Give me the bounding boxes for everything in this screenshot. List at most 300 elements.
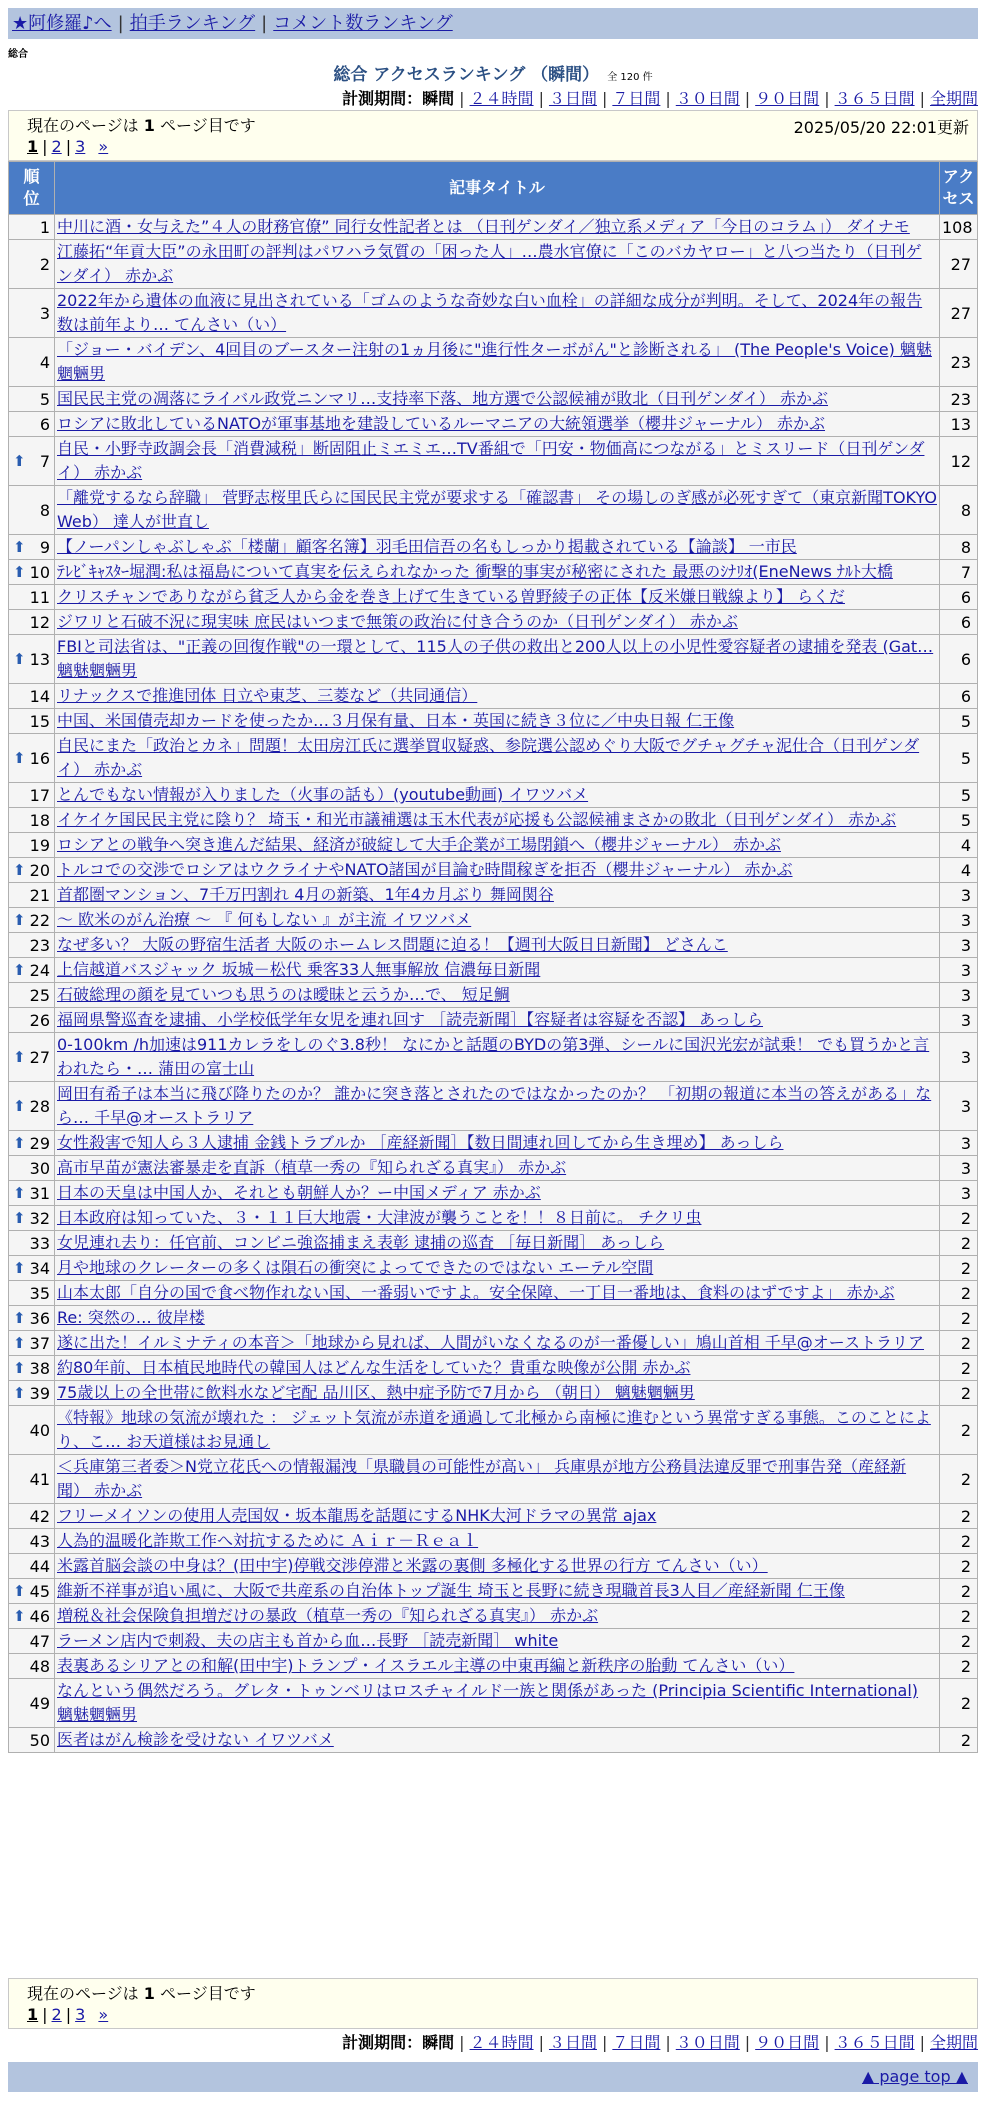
title-cell bbox=[55, 983, 940, 1008]
rank-cell bbox=[9, 1281, 55, 1306]
table-row bbox=[9, 958, 978, 983]
period-label: 計測期間： bbox=[342, 2033, 423, 2052]
title-cell bbox=[55, 1455, 940, 1504]
access-count: 3 bbox=[940, 958, 978, 983]
rank-number: 42 bbox=[29, 1506, 50, 1526]
rank-cell bbox=[9, 783, 55, 808]
rank-cell bbox=[9, 1306, 55, 1331]
article-link[interactable]: 米露首脳会談の中身は？(田中宇)停戦交渉停滞と米露の裏側 多極化する世界の行方 てんさい（い） bbox=[57, 1556, 768, 1575]
article-link[interactable]: 江藤拓“年貢大臣”の永田町の評判はパワハラ気質の「困った人」…農水官僚に「このバカヤロー」と八つ当たり（日刊ゲンダイ） 赤かぶ bbox=[57, 242, 922, 285]
period-separator: | bbox=[538, 2033, 544, 2052]
up-arrow-icon: ⬆ bbox=[13, 1334, 26, 1352]
article-link[interactable]: 福岡県警巡査を逮捕、小学校低学年女児を連れ回す ［読売新聞］【容疑者は容疑を否認】 あっしら bbox=[57, 1010, 764, 1029]
period-link[interactable]: ３日間 bbox=[548, 2033, 597, 2052]
table-row bbox=[9, 535, 978, 560]
title-cell bbox=[55, 1504, 940, 1529]
article-link[interactable]: ＜兵庫第三者委＞N党立花氏への情報漏洩「県職員の可能性が高い」 兵庫県が地方公務員法違反罪で刑事告発（産経新聞） 赤かぶ bbox=[57, 1457, 907, 1500]
rank-number: 7 bbox=[39, 451, 50, 471]
table-row bbox=[9, 1504, 978, 1529]
access-count: 4 bbox=[940, 833, 978, 858]
page-separator: | bbox=[42, 2005, 48, 2024]
nav-home-link[interactable]: ★阿修羅♪へ bbox=[12, 13, 112, 34]
period-selector-top bbox=[342, 86, 978, 109]
period-link[interactable]: ３６５日間 bbox=[834, 2033, 915, 2052]
count-column-header bbox=[940, 162, 978, 215]
access-count: 27 bbox=[940, 289, 978, 338]
up-arrow-icon: ⬆ bbox=[13, 861, 26, 879]
article-link[interactable]: 医者はがん検診を受けない イワツバメ bbox=[57, 1730, 334, 1749]
rank-cell bbox=[9, 709, 55, 734]
table-row bbox=[9, 833, 978, 858]
rank-number: 30 bbox=[29, 1158, 50, 1178]
table-row bbox=[9, 734, 978, 783]
rank-cell bbox=[9, 1604, 55, 1629]
title-cell bbox=[55, 734, 940, 783]
up-arrow-icon: ⬆ bbox=[13, 1134, 26, 1152]
article-link[interactable]: 女児連れ去り：任官前、コンビニ強盗捕まえ表彰 逮捕の巡査 ［毎日新聞］ あっしら bbox=[57, 1233, 665, 1252]
table-row bbox=[9, 289, 978, 338]
table-row bbox=[9, 240, 978, 289]
article-link[interactable]: リナックスで推進団体 日立や東芝、三菱など（共同通信） bbox=[57, 686, 478, 705]
up-arrow-icon: ⬆ bbox=[13, 1359, 26, 1377]
access-count: 3 bbox=[940, 883, 978, 908]
rank-number: 10 bbox=[29, 562, 50, 582]
article-link[interactable]: 高市早苗が憲法審暴走を直訴（植草一秀の『知られざる真実』） 赤かぶ bbox=[57, 1158, 567, 1177]
access-count: 8 bbox=[940, 486, 978, 535]
table-row bbox=[9, 1256, 978, 1281]
rank-number: 37 bbox=[29, 1333, 50, 1353]
rank-cell bbox=[9, 1381, 55, 1406]
title-cell bbox=[55, 1181, 940, 1206]
access-count: 2 bbox=[940, 1281, 978, 1306]
rank-cell bbox=[9, 983, 55, 1008]
page-top-link[interactable]: ▲ page top ▲ bbox=[861, 2067, 968, 2086]
period-separator: | bbox=[601, 2033, 608, 2052]
rank-cell bbox=[9, 1008, 55, 1033]
ranking-title: 総合 アクセスランキング （瞬間） bbox=[333, 65, 600, 85]
title-cell bbox=[55, 933, 940, 958]
rank-number: 8 bbox=[39, 500, 50, 520]
article-link[interactable]: 自民・小野寺政調会長「消費減税」断固阻止ミエミエ…TV番組で「円安・物価高につながる」とミスリード（日刊ゲンダイ） 赤かぶ bbox=[57, 439, 925, 482]
period-link[interactable]: ３０日間 bbox=[675, 89, 740, 108]
table-row bbox=[9, 684, 978, 709]
access-count: 2 bbox=[940, 1579, 978, 1604]
rank-number: 19 bbox=[29, 835, 50, 855]
article-link[interactable]: ロシアに敗北しているNATOが軍事基地を建設しているルーマニアの大統領選挙（櫻井ジャーナル） 赤かぶ bbox=[57, 414, 826, 433]
rank-cell bbox=[9, 908, 55, 933]
table-row bbox=[9, 387, 978, 412]
table-row bbox=[9, 1604, 978, 1629]
up-arrow-icon: ⬆ bbox=[13, 452, 26, 470]
page-link[interactable]: 2 bbox=[51, 2005, 62, 2024]
page-link[interactable]: 2 bbox=[51, 137, 62, 156]
rank-number: 20 bbox=[29, 860, 50, 880]
article-link[interactable]: なぜ多い？ 大阪の野宿生活者 大阪のホームレス問題に迫る！【週刊大阪日日新聞】 どさんこ bbox=[57, 935, 728, 954]
rank-number: 49 bbox=[29, 1693, 50, 1713]
top-nav-bar bbox=[8, 8, 978, 39]
title-cell bbox=[55, 833, 940, 858]
rank-cell bbox=[9, 437, 55, 486]
rank-number: 36 bbox=[29, 1308, 50, 1328]
table-row bbox=[9, 1206, 978, 1231]
article-link[interactable]: とんでもない情報が入りました（火事の話も）(youtube動画) イワツバメ bbox=[57, 785, 589, 804]
rank-number: 35 bbox=[29, 1283, 50, 1303]
title-cell bbox=[55, 215, 940, 240]
access-count: 3 bbox=[940, 908, 978, 933]
title-cell bbox=[55, 858, 940, 883]
article-link[interactable]: Re: 突然の… 彼岸楼 bbox=[57, 1308, 205, 1327]
table-row bbox=[9, 908, 978, 933]
period-current: 瞬間 bbox=[422, 89, 455, 108]
article-link[interactable]: 中国、米国債売却カードを使ったか…３月保有量、日本・英国に続き３位に／中央日報 仁王像 bbox=[57, 711, 735, 730]
access-count: 6 bbox=[940, 635, 978, 684]
access-count: 6 bbox=[940, 684, 978, 709]
article-link[interactable]: 人為的温暖化詐欺工作へ対抗するために Ａｉｒ－Ｒｅａｌ bbox=[57, 1531, 479, 1550]
rank-cell bbox=[9, 1131, 55, 1156]
page-separator: | bbox=[42, 137, 48, 156]
title-cell bbox=[55, 1529, 940, 1554]
access-count: 2 bbox=[940, 1406, 978, 1455]
period-link[interactable]: ９０日間 bbox=[755, 89, 820, 108]
table-row bbox=[9, 1455, 978, 1504]
article-link[interactable]: 女性殺害で知人ら３人逮捕 金銭トラブルか ［産経新聞］【数日間連れ回してから生き埋め】 あっしら bbox=[57, 1133, 784, 1152]
rank-cell bbox=[9, 1082, 55, 1131]
period-separator: | bbox=[824, 89, 830, 108]
article-link[interactable]: イケイケ国民民主党に陰り？ 埼玉・和光市議補選は玉木代表が応援も公認候補まさかの敗北（日刊ゲンダイ） 赤かぶ bbox=[57, 810, 897, 829]
rank-cell bbox=[9, 1356, 55, 1381]
article-link[interactable]: なんという偶然だろう。グレタ・トゥンベリはロスチャイルド一族と関係があった (Principia Scientific International) 魑魅魍魎男 bbox=[57, 1681, 919, 1724]
pagination-top bbox=[8, 110, 978, 161]
title-cell bbox=[55, 486, 940, 535]
period-link[interactable]: ２４時間 bbox=[469, 2033, 534, 2052]
rank-cell bbox=[9, 808, 55, 833]
article-link[interactable]: ～ 欧米のがん治療 ～ 『 何もしない 』が主流 イワツバメ bbox=[57, 910, 472, 929]
title-cell bbox=[55, 535, 940, 560]
title-cell bbox=[55, 1256, 940, 1281]
access-count: 23 bbox=[940, 387, 978, 412]
table-header-row bbox=[9, 162, 978, 215]
rank-number: 21 bbox=[29, 885, 50, 905]
period-link[interactable]: ３日間 bbox=[548, 89, 597, 108]
table-row bbox=[9, 1008, 978, 1033]
title-cell bbox=[55, 1206, 940, 1231]
rank-cell bbox=[9, 833, 55, 858]
article-link[interactable]: フリーメイソンの使用人売国奴・坂本龍馬を話題にするNHK大河ドラマの異常 ajax bbox=[57, 1506, 657, 1525]
article-link[interactable]: 75歳以上の全世帯に飲料水など宅配 品川区、熱中症予防で7月から （朝日） 魑魅魍魎男 bbox=[57, 1383, 695, 1402]
title-cell bbox=[55, 412, 940, 437]
access-count: 2 bbox=[940, 1679, 978, 1728]
access-count: 2 bbox=[940, 1256, 978, 1281]
rank-number: 1 bbox=[39, 217, 50, 237]
rank-number: 47 bbox=[29, 1631, 50, 1651]
title-cell bbox=[55, 387, 940, 412]
title-cell bbox=[55, 883, 940, 908]
table-row bbox=[9, 1181, 978, 1206]
title-cell bbox=[55, 1579, 940, 1604]
rank-number: 39 bbox=[29, 1383, 50, 1403]
table-row bbox=[9, 1356, 978, 1381]
rank-number: 2 bbox=[39, 254, 50, 274]
rank-number: 40 bbox=[29, 1420, 50, 1440]
up-arrow-icon: ⬆ bbox=[13, 1209, 26, 1227]
access-count: 2 bbox=[940, 1728, 978, 1753]
article-link[interactable]: 0-100km /h加速は911カレラをしのぐ3.8秒！ なにかと話題のBYDの第3弾、シールに国沢光宏が試乗！ でも買うかと言われたら・… 蒲田の富士山 bbox=[57, 1035, 930, 1078]
title-cell bbox=[55, 1728, 940, 1753]
title-cell bbox=[55, 610, 940, 635]
access-count: 2 bbox=[940, 1206, 978, 1231]
table-row bbox=[9, 560, 978, 585]
up-arrow-icon: ⬆ bbox=[13, 961, 26, 979]
article-link[interactable]: 日本の天皇は中国人か、それとも朝鮮人か？ー中国メディア 赤かぶ bbox=[57, 1183, 541, 1202]
nav-applause-ranking-link[interactable]: 拍手ランキング bbox=[129, 13, 256, 34]
access-count: 3 bbox=[940, 1033, 978, 1082]
article-link[interactable]: 首都圏マンション、7千万円割れ 4月の新築、1年4カ月ぶり 舞岡関谷 bbox=[57, 885, 554, 904]
title-cell bbox=[55, 289, 940, 338]
nav-separator: | bbox=[117, 13, 124, 34]
pagination-bottom bbox=[8, 1978, 978, 2029]
page-status-number: 1 bbox=[143, 116, 155, 135]
article-link[interactable]: 維新不祥事が追い風に、大阪で共産系の自治体トップ誕生 埼玉と長野に続き現職首長3人目／産経新聞 仁王像 bbox=[57, 1581, 845, 1600]
page-status-prefix: 現在のページは bbox=[27, 116, 144, 135]
page-spacer bbox=[89, 137, 94, 156]
period-link[interactable]: 全期間 bbox=[929, 89, 978, 108]
rank-number: 24 bbox=[29, 960, 50, 980]
access-count: 2 bbox=[940, 1654, 978, 1679]
page-status-suffix: ページ目です bbox=[154, 116, 256, 135]
rank-cell bbox=[9, 412, 55, 437]
article-link[interactable]: 約80年前、日本植民地時代の韓国人はどんな生活をしていた？貴重な映像が公開 赤かぶ bbox=[57, 1358, 691, 1377]
period-link[interactable]: ３６５日間 bbox=[834, 89, 915, 108]
category-label: 総合 bbox=[8, 49, 28, 60]
table-row bbox=[9, 983, 978, 1008]
title-cell bbox=[55, 1381, 940, 1406]
rank-number: 5 bbox=[39, 389, 50, 409]
up-arrow-icon: ⬆ bbox=[13, 749, 26, 767]
up-arrow-icon: ⬆ bbox=[13, 1607, 26, 1625]
article-link[interactable]: 月や地球のクレーターの多くは隕石の衝突によってできたのではない エーテル空間 bbox=[57, 1258, 654, 1277]
period-separator: | bbox=[919, 2033, 925, 2052]
up-arrow-icon: ⬆ bbox=[13, 911, 26, 929]
table-row bbox=[9, 437, 978, 486]
period-link[interactable]: ７日間 bbox=[612, 89, 661, 108]
table-row bbox=[9, 709, 978, 734]
nav-comment-ranking-link[interactable]: コメント数ランキング bbox=[273, 13, 453, 34]
article-link[interactable]: 「ジョー・バイデン、4回目のブースター注射の1ヵ月後に"進行性ターボがん"と診断される」 (The People's Voice) 魑魅魍魎男 bbox=[57, 340, 932, 383]
access-count: 2 bbox=[940, 1455, 978, 1504]
article-link[interactable]: 遂に出た！イルミナティの本音＞「地球から見れば、人間がいなくなるのが一番優しい」鳩山首相 千早@オーストラリア bbox=[57, 1333, 925, 1352]
page-links bbox=[27, 137, 108, 156]
rank-cell bbox=[9, 1554, 55, 1579]
access-count: 2 bbox=[940, 1331, 978, 1356]
rank-number: 26 bbox=[29, 1010, 50, 1030]
table-row bbox=[9, 933, 978, 958]
title-cell bbox=[55, 1604, 940, 1629]
up-arrow-icon: ⬆ bbox=[13, 1097, 26, 1115]
page-current: 1 bbox=[27, 2005, 39, 2024]
article-link[interactable]: 2022年から遺体の血液に見出されている「ゴムのような奇妙な白い血栓」の詳細な成分が判明。そして、2024年の報告数は前年より… てんさい（い） bbox=[57, 291, 923, 334]
article-link[interactable]: FBIと司法省は、"正義の回復作戦"の一環として、115人の子供の救出と200人以上の小児性愛容疑者の逮捕を発表 (Gat… 魑魅魍魎男 bbox=[57, 637, 934, 680]
table-row bbox=[9, 1579, 978, 1604]
access-count: 12 bbox=[940, 437, 978, 486]
access-count: 4 bbox=[940, 858, 978, 883]
table-row bbox=[9, 858, 978, 883]
article-link[interactable]: 表裏あるシリアとの和解(田中宇)トランプ・イスラエル主導の中東再編と新秩序の胎動 てんさい（い） bbox=[57, 1656, 795, 1675]
ranking-table bbox=[8, 161, 978, 1753]
title-cell bbox=[55, 808, 940, 833]
title-cell bbox=[55, 1554, 940, 1579]
page-link[interactable]: 3 bbox=[75, 2005, 86, 2024]
period-link[interactable]: ３０日間 bbox=[675, 2033, 740, 2052]
rank-number: 9 bbox=[39, 537, 50, 557]
table-row bbox=[9, 1728, 978, 1753]
article-link[interactable]: 山本太郎「自分の国で食べ物作れない国、一番弱いですよ。安全保障、一丁目一番地は、食料のはずですよ」 赤かぶ bbox=[57, 1283, 895, 1302]
period-link[interactable]: ９０日間 bbox=[755, 2033, 820, 2052]
up-arrow-icon: ⬆ bbox=[13, 1048, 26, 1066]
rank-number: 14 bbox=[29, 686, 50, 706]
title-cell bbox=[55, 1156, 940, 1181]
access-count: 2 bbox=[940, 1629, 978, 1654]
table-row bbox=[9, 783, 978, 808]
article-link[interactable]: 自民にまた「政治とカネ」問題！太田房江氏に選挙買収疑惑、参院選公認めぐり大阪でグチャグチャ泥仕合（日刊ゲンダイ） 赤かぶ bbox=[57, 736, 920, 779]
title-cell bbox=[55, 240, 940, 289]
access-count: 2 bbox=[940, 1231, 978, 1256]
period-current: 瞬間 bbox=[422, 2033, 455, 2052]
rank-cell bbox=[9, 958, 55, 983]
article-link[interactable]: 「離党するなら辞職」 菅野志桜里氏らに国民民主党が要求する「確認書」 その場しのぎ感が必死すぎて（東京新聞TOKYO Web） 達人が世直し bbox=[57, 488, 937, 531]
rank-cell bbox=[9, 1654, 55, 1679]
access-count: 2 bbox=[940, 1604, 978, 1629]
page-link[interactable]: 3 bbox=[75, 137, 86, 156]
title-cell bbox=[55, 635, 940, 684]
up-arrow-icon: ⬆ bbox=[13, 650, 26, 668]
title-cell bbox=[55, 437, 940, 486]
access-count: 108 bbox=[940, 215, 978, 240]
access-count: 2 bbox=[940, 1554, 978, 1579]
rank-cell bbox=[9, 215, 55, 240]
period-link[interactable]: ７日間 bbox=[612, 2033, 661, 2052]
rank-cell bbox=[9, 1256, 55, 1281]
table-row bbox=[9, 338, 978, 387]
title-cell bbox=[55, 1331, 940, 1356]
article-link[interactable]: 増税＆社会保険負担増だけの暴政（植草一秀の『知られざる真実』） 赤かぶ bbox=[57, 1606, 599, 1625]
title-cell bbox=[55, 709, 940, 734]
table-row bbox=[9, 412, 978, 437]
table-row bbox=[9, 1082, 978, 1131]
article-link[interactable]: ラーメン店内で刺殺、夫の店主も首から血…長野 ［読売新聞］ white bbox=[57, 1631, 559, 1650]
updated-timestamp: 2025/05/20 22:01更新 bbox=[793, 118, 969, 137]
article-link[interactable]: トルコでの交渉でロシアはウクライナやNATO諸国が目論む時間稼ぎを拒否（櫻井ジャーナル） 赤かぶ bbox=[57, 860, 793, 879]
period-link[interactable]: ２４時間 bbox=[469, 89, 534, 108]
title-cell bbox=[55, 1356, 940, 1381]
period-separator: | bbox=[459, 89, 465, 108]
rank-number: 44 bbox=[29, 1556, 50, 1576]
access-count: 3 bbox=[940, 983, 978, 1008]
title-cell bbox=[55, 684, 940, 709]
access-count: 7 bbox=[940, 560, 978, 585]
period-link[interactable]: 全期間 bbox=[929, 2033, 978, 2052]
table-row bbox=[9, 1281, 978, 1306]
article-link[interactable]: ロシアとの戦争へ突き進んだ結果、経済が破綻して大手企業が工場閉鎖へ（櫻井ジャーナル） 赤かぶ bbox=[57, 835, 781, 854]
rank-cell bbox=[9, 585, 55, 610]
article-link[interactable]: 石破総理の顔を見ていつも思うのは曖昧と云うか…で、 短足鯛 bbox=[57, 985, 510, 1004]
article-link[interactable]: 中川に酒・女与えた”４人の財務官僚” 同行女性記者とは （日刊ゲンダイ／独立系メディア「今日のコラム」） ダイナモ bbox=[57, 217, 910, 236]
period-separator: | bbox=[744, 89, 751, 108]
period-separator: | bbox=[459, 2033, 465, 2052]
article-link[interactable]: 岡田有希子は本当に飛び降りたのか？ 誰かに突き落とされたのではなかったのか？ 「初期の報道に本当の答えがある」なら… 千早@オーストラリア bbox=[57, 1084, 932, 1127]
table-row bbox=[9, 808, 978, 833]
table-row bbox=[9, 1679, 978, 1728]
page-next-link[interactable]: » bbox=[98, 2005, 109, 2024]
article-link[interactable]: 上信越道バスジャック 坂城－松代 乗客33人無事解放 信濃毎日新聞 bbox=[57, 960, 541, 979]
article-link[interactable]: 日本政府は知っていた、３・１１巨大地震・大津波が襲うことを！！８日前に。 チクリ虫 bbox=[57, 1208, 702, 1227]
page-next-link[interactable]: » bbox=[98, 137, 109, 156]
rank-number: 15 bbox=[29, 711, 50, 731]
title-cell bbox=[55, 338, 940, 387]
table-row bbox=[9, 215, 978, 240]
rank-cell bbox=[9, 1156, 55, 1181]
up-arrow-icon: ⬆ bbox=[13, 1259, 26, 1277]
item-count: 全 120 件 bbox=[607, 72, 653, 83]
article-link[interactable]: 【ノーパンしゃぶしゃぶ「楼蘭」顧客名簿】羽毛田信吾の名もしっかり掲載されている【論談】 一市民 bbox=[57, 537, 797, 556]
access-count: 13 bbox=[940, 412, 978, 437]
access-count: 5 bbox=[940, 783, 978, 808]
title-cell bbox=[55, 1306, 940, 1331]
period-separator: | bbox=[665, 2033, 671, 2052]
access-count: 3 bbox=[940, 933, 978, 958]
page-spacer bbox=[89, 2005, 94, 2024]
period-separator: | bbox=[744, 2033, 751, 2052]
rank-number: 3 bbox=[39, 303, 50, 323]
title-cell bbox=[55, 1008, 940, 1033]
table-row bbox=[9, 1629, 978, 1654]
table-row bbox=[9, 1033, 978, 1082]
rank-column-header bbox=[9, 162, 55, 215]
table-row bbox=[9, 1654, 978, 1679]
access-count: 3 bbox=[940, 1181, 978, 1206]
article-link[interactable]: クリスチャンでありながら貧乏人から金を巻き上げて生きている曽野綾子の正体【反米嫌日戦線より】 らくだ bbox=[57, 587, 845, 606]
title-cell bbox=[55, 958, 940, 983]
article-link[interactable]: 国民民主党の凋落にライバル政党ニンマリ…支持率下落、地方選で公認候補が敗北（日刊ゲンダイ） 赤かぶ bbox=[57, 389, 829, 408]
rank-number: 29 bbox=[29, 1133, 50, 1153]
article-link[interactable]: 《特報》地球の気流が壊れた ： ジェット気流が赤道を通過して北極から南極に進むという異常すぎる事態。このことにより、こ… お天道様はお見通し bbox=[57, 1408, 931, 1451]
rank-cell bbox=[9, 560, 55, 585]
rank-cell bbox=[9, 610, 55, 635]
rank-number: 25 bbox=[29, 985, 50, 1005]
period-separator: | bbox=[824, 2033, 830, 2052]
up-arrow-icon: ⬆ bbox=[13, 1309, 26, 1327]
page-status bbox=[27, 1981, 256, 2004]
rank-cell bbox=[9, 933, 55, 958]
article-link[interactable]: ジワリと石破不況に現実味 庶民はいつまで無策の政治に付き合うのか（日刊ゲンダイ） 赤かぶ bbox=[57, 612, 738, 631]
footer-bar bbox=[8, 2062, 978, 2092]
page-status bbox=[27, 113, 256, 136]
period-separator: | bbox=[919, 89, 925, 108]
rank-cell bbox=[9, 734, 55, 783]
access-count: 3 bbox=[940, 1008, 978, 1033]
rank-cell bbox=[9, 858, 55, 883]
title-cell bbox=[55, 908, 940, 933]
table-row bbox=[9, 1156, 978, 1181]
rank-number: 17 bbox=[29, 785, 50, 805]
rank-number: 23 bbox=[29, 935, 50, 955]
access-count: 3 bbox=[940, 1156, 978, 1181]
title-cell bbox=[55, 1131, 940, 1156]
rank-header-text: 順 位 bbox=[23, 167, 40, 208]
rank-number: 33 bbox=[29, 1233, 50, 1253]
rank-number: 46 bbox=[29, 1606, 50, 1626]
access-count: 5 bbox=[940, 808, 978, 833]
article-link[interactable]: ﾃﾚﾋﾞｷｬｽﾀｰ堀潤:私は福島について真実を伝えられなかった 衝撃的事実が秘密にされた 最悪のｼﾅﾘｵ(EneNews ﾅﾙﾄ大橋 bbox=[57, 562, 893, 581]
